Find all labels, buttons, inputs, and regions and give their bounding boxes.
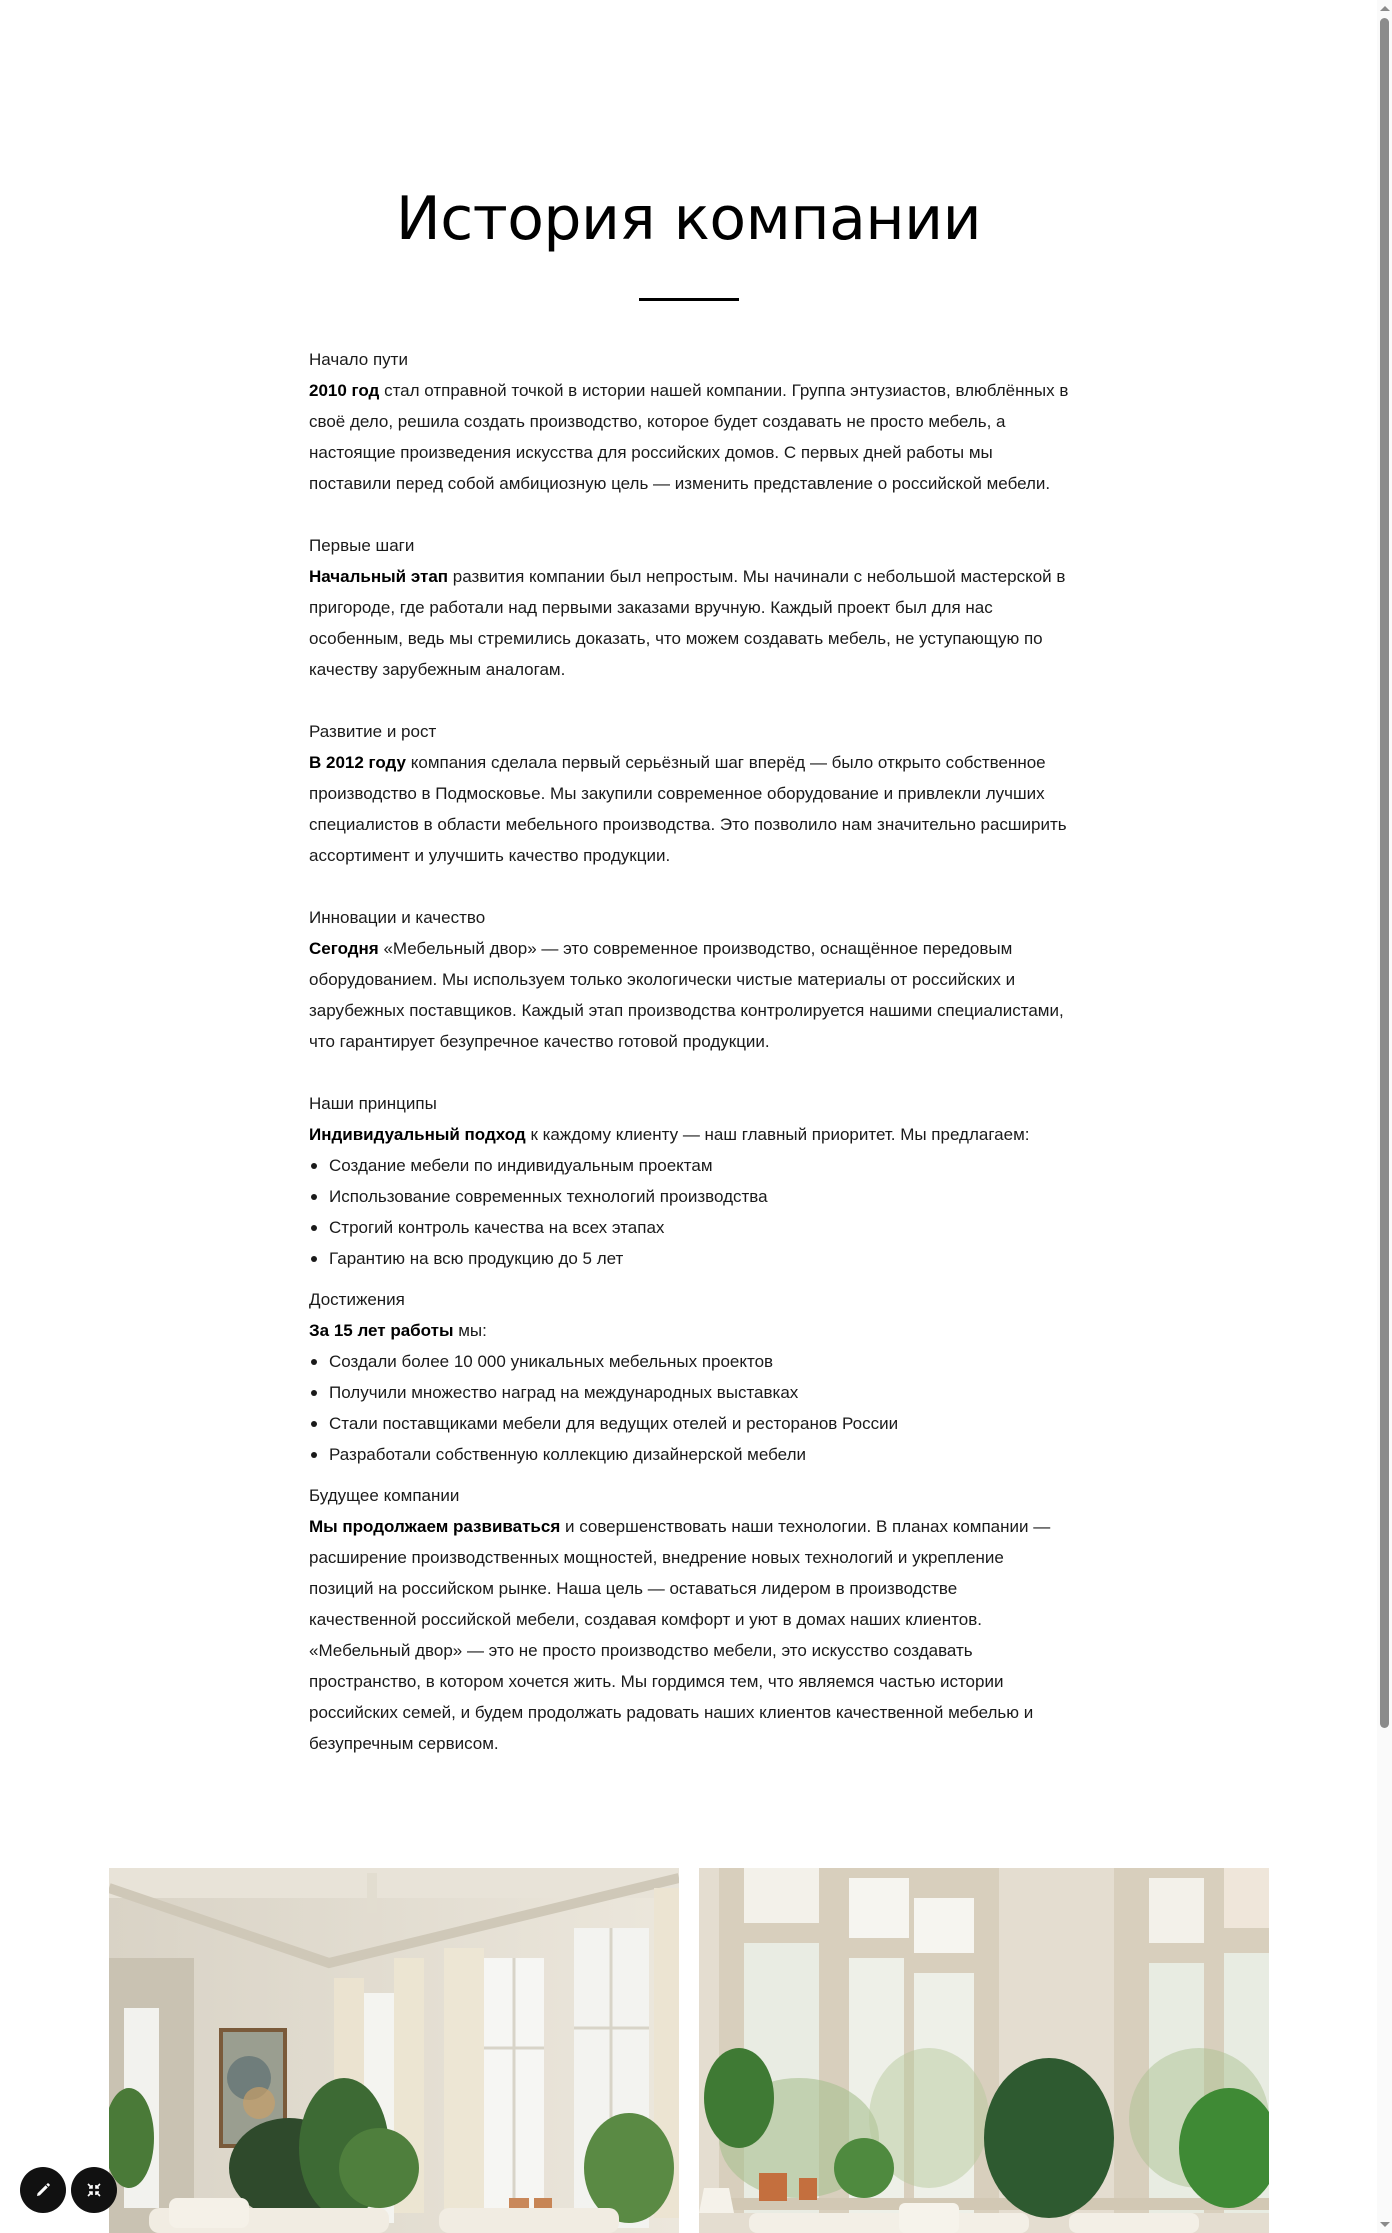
section-lead: Мы продолжаем развиваться [309,1517,561,1536]
section-first-steps [309,530,1069,685]
section-text: развития компании был непростым. Мы начинали с небольшой мастерской в пригороде, где работали над первыми заказами вручную. Каждый проект был для нас особенным, ведь мы стремились доказать, что можем создавать мебель, не уступающую по качеству зарубежным аналогам. [309,567,1066,679]
list-item: Стали поставщиками мебели для ведущих отелей и ресторанов России [309,1408,1069,1439]
section-growth [309,716,1069,871]
list-item: Гарантию на всю продукцию до 5 лет [309,1243,1069,1274]
list-item: Использование современных технологий производства [309,1181,1069,1212]
section-paragraph [309,1315,1069,1346]
section-paragraph [309,1119,1069,1150]
section-text: и совершенствовать наши технологии. В планах компании — расширение производственных мощностей, внедрение новых технологий и укрепление позиций на российском рынке. Наша цель — оставаться лидером в производстве качественной российской мебели, создавая комфорт и уют в домах наших клиентов. «Мебельный двор» — это не просто производство мебели, это искусство создавать пространство, в котором хочется жить. Мы гордимся тем, что являемся частью истории российских семей, и будем продолжать радовать наших клиентов качественной мебелью и безупречным сервисом. [309,1517,1051,1753]
list-item: Строгий контроль качества на всех этапах [309,1212,1069,1243]
section-lead: За 15 лет работы [309,1321,454,1340]
section-innovation [309,902,1069,1057]
section-paragraph [309,747,1069,871]
list-item: Создали более 10 000 уникальных мебельных проектов [309,1346,1069,1377]
section-principles [309,1088,1069,1274]
title-divider [639,298,739,301]
page-title: История компании [395,184,982,254]
section-lead: Начальный этап [309,567,449,586]
section-future [309,1480,1069,1759]
section-heading: Инновации и качество [309,908,486,927]
section-heading: Будущее компании [309,1486,460,1505]
section-paragraph [309,933,1069,1057]
section-heading: Развитие и рост [309,722,437,741]
section-paragraph [309,561,1069,685]
list-item: Создание мебели по индивидуальным проектам [309,1150,1069,1181]
list-item: Разработали собственную коллекцию дизайнерской мебели [309,1439,1069,1470]
scroll-down-arrow-icon[interactable] [1380,2222,1390,2227]
section-text: компания сделала первый серьёзный шаг вперёд — было открыто собственное производство в Подмосковье. Мы закупили современное оборудование и привлекли лучших специалистов в области мебельного производства. Это позволило нам значительно расширить ассортимент и улучшить качество продукции. [309,753,1067,865]
section-start [309,344,1069,499]
section-text: стал отправной точкой в истории нашей компании. Группа энтузиастов, влюблённых в своё дело, решила создать производство, которое будет создавать не просто мебель, а настоящие произведения искусства для российских домов. С первых дней работы мы поставили перед собой амбициозную цель — изменить представление о российской мебели. [309,381,1069,493]
scrollbar-thumb[interactable] [1380,18,1389,1728]
collapse-icon [86,2182,102,2198]
principles-list [309,1150,1069,1274]
section-paragraph [309,375,1069,499]
section-achievements [309,1284,1069,1470]
collapse-button[interactable] [71,2167,117,2213]
pencil-icon [35,2182,51,2198]
achievements-list [309,1346,1069,1470]
gallery-photo-living-room-2[interactable] [699,1868,1269,2233]
section-lead: Сегодня [309,939,379,958]
scroll-up-arrow-icon[interactable] [1380,6,1390,11]
section-heading: Наши принципы [309,1094,437,1113]
section-heading: Достижения [309,1290,405,1309]
living-room-photo-image [699,1868,1269,2233]
edit-button[interactable] [20,2167,66,2213]
section-lead: В 2012 году [309,753,407,772]
section-heading: Первые шаги [309,536,415,555]
section-heading: Начало пути [309,350,408,369]
vertical-scrollbar[interactable] [1377,0,1392,2233]
section-text: мы: [453,1321,487,1340]
section-lead: 2010 год [309,381,380,400]
history-content [309,344,1069,1759]
section-text: «Мебельный двор» — это современное производство, оснащённое передовым оборудованием. Мы используем только экологически чистые материалы от российских и зарубежных поставщиков. Каждый этап производства контролируется нашими специалистами, что гарантирует безупречное качество готовой продукции. [309,939,1064,1051]
list-item: Получили множество наград на международных выставках [309,1377,1069,1408]
section-text: к каждому клиенту — наш главный приоритет. Мы предлагаем: [525,1125,1030,1144]
section-lead: Индивидуальный подход [309,1125,526,1144]
living-room-photo-image [109,1868,679,2233]
section-paragraph [309,1511,1069,1759]
photo-gallery [109,1868,1269,2233]
gallery-photo-living-room-1[interactable] [109,1868,679,2233]
